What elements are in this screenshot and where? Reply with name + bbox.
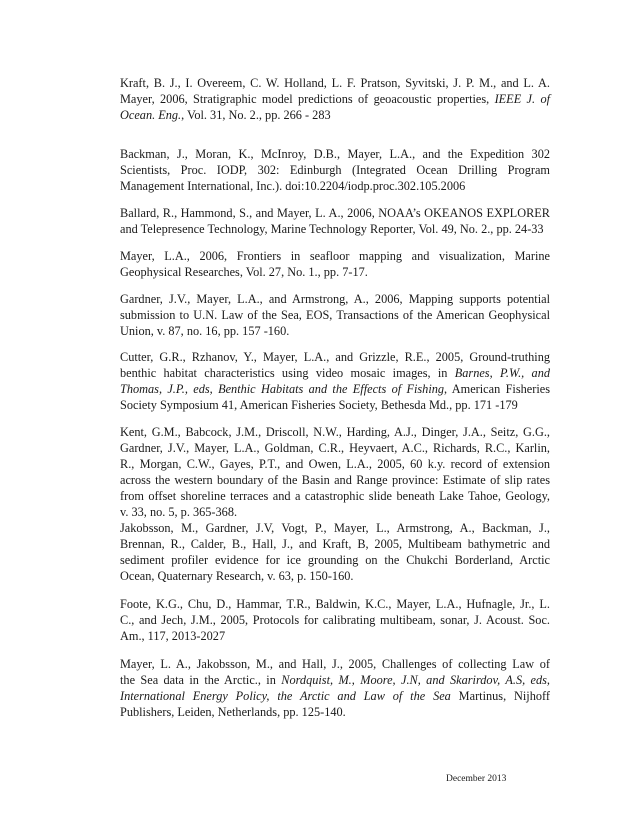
reference-text: v. 33, no. 5, p. 365-368.	[120, 505, 238, 519]
reference-line	[120, 162, 550, 178]
reference-text: Mayer, L.A., 2006, Frontiers in seafloor mapping and visualization, Marine	[120, 249, 550, 263]
reference-line	[120, 221, 568, 237]
reference-line	[120, 596, 550, 612]
reference-line	[120, 248, 550, 264]
reference-line	[120, 472, 550, 488]
reference-text: IEEE J. of	[494, 92, 551, 106]
reference-line	[120, 440, 550, 456]
reference-text: International Energy Policy, the Arctic and Law of the Sea	[120, 689, 451, 703]
reference-text: Mayer, L. A., Jakobsson, M., and Hall, J., 2005, Challenges of collecting Law of	[120, 657, 550, 671]
reference-line	[120, 536, 550, 552]
reference-text: Am., 117, 2013-2027	[120, 629, 226, 643]
reference-text: , American Fisheries	[444, 382, 550, 396]
reference-line	[120, 568, 550, 584]
reference-line	[120, 365, 550, 381]
reference-line	[120, 146, 550, 162]
reference-text: Geophysical Researches, Vol. 27, No. 1., pp. 7-17.	[120, 265, 368, 279]
reference-line	[120, 91, 550, 107]
reference-text: the Sea data in the Arctic., in	[120, 673, 282, 687]
reference-entry	[120, 656, 550, 720]
reference-text: sediment profiler evidence for ice grounding on the Chukchi Borderland, Arctic	[120, 553, 550, 567]
reference-text: benthic habitat characteristics using video mosaic images, in	[120, 366, 455, 380]
reference-line	[120, 75, 550, 91]
reference-entry	[120, 349, 550, 413]
footer-date: December 2013	[446, 774, 507, 784]
reference-entry	[120, 248, 550, 280]
reference-line	[120, 520, 550, 536]
reference-line	[120, 488, 550, 504]
reference-line	[120, 552, 550, 568]
reference-text: Union, v. 87, no. 16, pp. 157 -160.	[120, 324, 290, 338]
reference-text: Scientists, Proc. IODP, 302: Edinburgh (Integrated Ocean Drilling Program	[120, 163, 550, 177]
reference-text: , Vol. 31, No. 2., pp. 266 - 283	[181, 108, 331, 122]
reference-line	[120, 424, 550, 440]
reference-line	[120, 688, 550, 704]
reference-entry	[120, 596, 550, 644]
reference-text: Mayer, 2006, Stratigraphic model predictions of geoacoustic properties,	[120, 92, 495, 106]
reference-text: Ocean. Eng.	[120, 108, 182, 122]
reference-text: C., and Jech, J.M., 2005, Protocols for calibrating multibeam, sonar, J. Acoust. Soc.	[120, 613, 550, 627]
reference-line	[120, 704, 550, 720]
reference-entry	[120, 424, 550, 520]
reference-text: Brennan, R., Calder, B., Hall, J., and Kraft, B, 2005, Multibeam bathymetric and	[120, 537, 550, 551]
reference-text: Barnes, P.W., and	[454, 366, 550, 380]
reference-line	[120, 672, 550, 688]
reference-line	[120, 628, 550, 644]
reference-line	[120, 291, 550, 307]
reference-line	[120, 612, 550, 628]
reference-line	[120, 656, 550, 672]
reference-text: Ocean, Quaternary Research, v. 63, p. 150-160.	[120, 569, 354, 583]
reference-entry	[120, 291, 550, 339]
reference-line	[120, 178, 550, 194]
reference-text: Jakobsson, M., Gardner, J.V, Vogt, P., Mayer, L., Armstrong, A., Backman, J.,	[120, 521, 550, 535]
reference-line	[120, 456, 550, 472]
reference-entry	[120, 146, 550, 194]
reference-text: Nordquist, M., Moore, J.N, and Skarirdov, A.S, eds,	[281, 673, 551, 687]
reference-text: Thomas, J.P., eds, Benthic Habitats and the Effects of Fishing	[120, 382, 445, 396]
reference-text: Management International, Inc.). doi:10.2204/iodp.proc.302.105.2006	[120, 179, 466, 193]
reference-entry	[120, 75, 550, 123]
reference-line	[120, 381, 550, 397]
reference-text: Ballard, R., Hammond, S., and Mayer, L. A., 2006, NOAA’s OKEANOS EXPLORER	[120, 206, 550, 220]
reference-line	[120, 205, 550, 221]
reference-line	[120, 349, 550, 365]
reference-entry	[120, 205, 550, 237]
reference-text: from offset shoreline terraces and a catastrophic slide beneath Lake Tahoe, Geology,	[120, 489, 550, 503]
reference-text: Cutter, G.R., Rzhanov, Y., Mayer, L.A., and Grizzle, R.E., 2005, Ground-truthing	[120, 350, 550, 364]
reference-text: Gardner, J.V., Mayer, L.A., Goldman, C.R., Heyvaert, A.C., Richards, R.C., Karlin,	[120, 441, 550, 455]
reference-text: submission to U.N. Law of the Sea, EOS, Transactions of the American Geophysical	[120, 308, 550, 322]
reference-line	[120, 264, 550, 280]
reference-text: R., Morgan, C.W., Gayes, P.T., and Owen, L.A., 2005, 60 k.y. record of extension	[120, 457, 550, 471]
reference-line	[120, 504, 550, 520]
reference-text: Kent, G.M., Babcock, J.M., Driscoll, N.W., Harding, A.J., Dinger, J.A., Seitz, G.G.,	[120, 425, 550, 439]
reference-line	[120, 323, 550, 339]
reference-text: Backman, J., Moran, K., McInroy, D.B., Mayer, L.A., and the Expedition 302	[120, 147, 550, 161]
reference-text: Gardner, J.V., Mayer, L.A., and Armstrong, A., 2006, Mapping supports potential	[120, 292, 550, 306]
reference-line	[120, 397, 550, 413]
reference-text: Martinus, Nijhoff	[450, 689, 550, 703]
reference-text: and Telepresence Technology, Marine Technology Reporter, Vol. 49, No. 2., pp. 24-33	[120, 222, 544, 236]
reference-text: Society Symposium 41, American Fisheries Society, Bethesda Md., pp. 171 -179	[120, 398, 518, 412]
reference-text: across the western boundary of the Basin and Range province: Estimate of slip rates	[120, 473, 550, 487]
reference-text: Foote, K.G., Chu, D., Hammar, T.R., Baldwin, K.C., Mayer, L.A., Hufnagle, Jr., L.	[120, 597, 550, 611]
reference-text: Publishers, Leiden, Netherlands, pp. 125-140.	[120, 705, 346, 719]
reference-entry	[120, 520, 550, 584]
reference-line	[120, 107, 550, 123]
reference-text: Kraft, B. J., I. Overeem, C. W. Holland, L. F. Pratson, Syvitski, J. P. M., and L. A.	[120, 76, 550, 90]
reference-line	[120, 307, 550, 323]
